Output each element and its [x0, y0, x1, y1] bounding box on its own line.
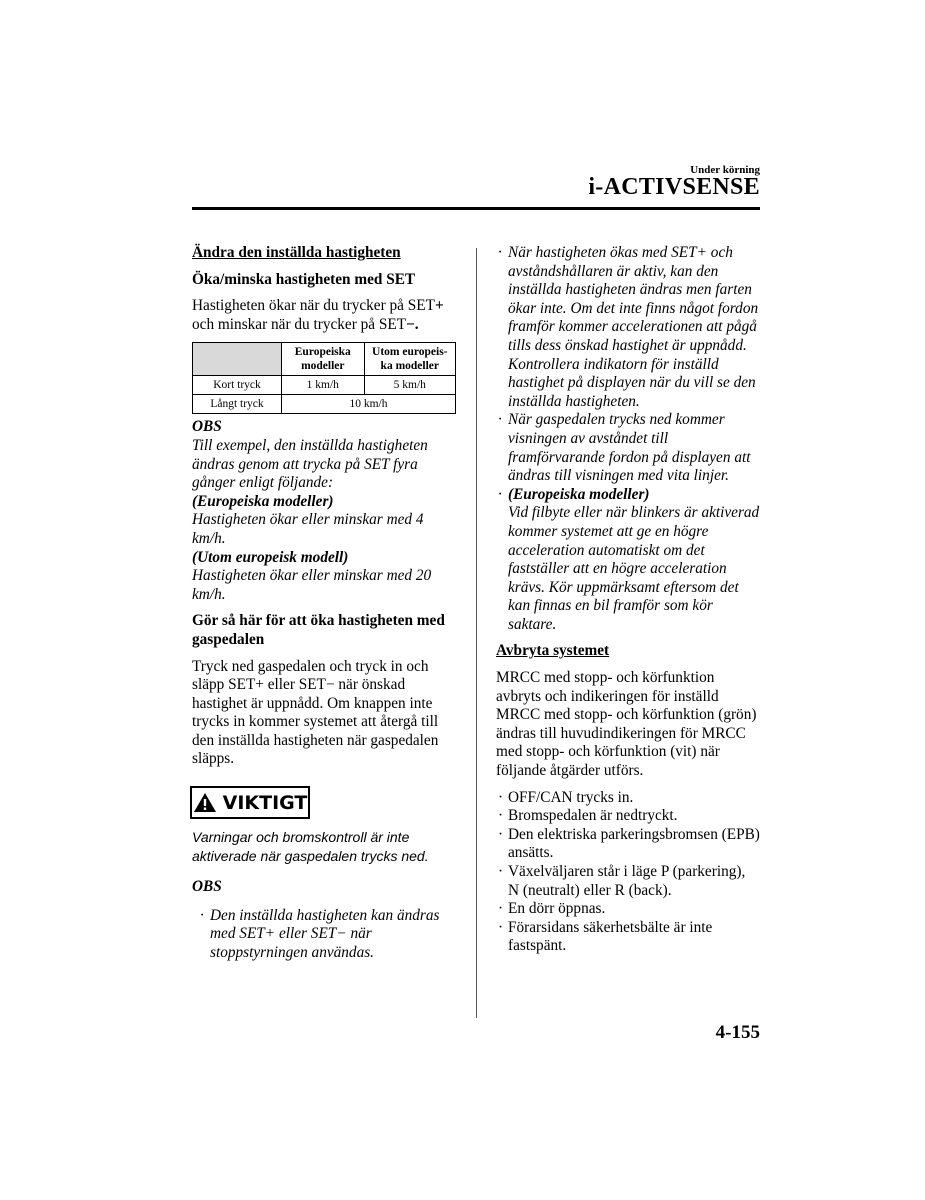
table-header-non-eu: Utom europeis-ka modeller: [364, 343, 455, 376]
plus-symbol: +: [434, 297, 444, 315]
heading-set: Öka/minska hastigheten med SET: [192, 270, 416, 288]
heading-pedal: Gör så här för att öka hastigheten med gaspedalen: [192, 612, 445, 648]
table-row-label: Långt tryck: [193, 395, 282, 414]
list-item: [496, 807, 760, 826]
list-text: En dörr öppnas.: [508, 900, 606, 918]
table-header-eu: Europeiska modeller: [282, 343, 365, 376]
bullet-dot: ·: [498, 863, 504, 880]
table-cell: 10 km/h: [282, 395, 456, 414]
bullet-dot: ·: [498, 807, 504, 825]
header-rule: [192, 207, 760, 210]
warning-box: [190, 786, 310, 819]
minus-symbol: −.: [406, 315, 419, 333]
obs-bullet-text: Den inställda hastigheten kan ändras med SET+ eller SET− när stoppstyrningen användas.: [210, 906, 440, 961]
bullet-dot: ·: [498, 900, 504, 918]
table-cell: 5 km/h: [364, 376, 455, 395]
page-title: i-ACTIVSENSE: [588, 174, 760, 200]
bullet-dot: ·: [498, 788, 504, 806]
list-item: [496, 919, 760, 956]
column-divider: [476, 248, 477, 1018]
non-eu-label: (Utom europeisk modell): [192, 548, 349, 566]
warning-triangle-icon: [193, 792, 217, 813]
list-text: Förarsidans säkerhetsbälte är inte fastspänt.: [508, 918, 713, 955]
list-text: OFF/CAN trycks in.: [508, 788, 634, 806]
list-text: Växelväljaren står i läge P (parkering), N (neutralt) eller R (back).: [508, 863, 746, 899]
list-item: [496, 411, 760, 485]
left-column: [192, 244, 456, 769]
bullet-dot: ·: [200, 906, 204, 924]
page-number: 4-155: [715, 1022, 760, 1043]
obs-heading-2: OBS: [192, 878, 222, 895]
section-label: Under körning: [690, 164, 760, 176]
warning-label: VIKTIGT: [222, 791, 308, 814]
heading-cancel: Avbryta systemet: [496, 642, 610, 660]
list-item: [496, 486, 760, 635]
bullet-text: När hastigheten ökas med SET+ och avståndshållaren är aktiv, kan den inställda hastigheten ändras men farten ökar inte. Om det inte finns något fordon framför kommer accelerationen att pågå tills dess önskad hastighet är uppnådd. Kontrollera indikatorn för inställd hastighet på displayen när du vill se den inställda hastigheten.: [508, 244, 759, 410]
obs-text: Till exempel, den inställda hastigheten ändras genom att trycka på SET fyra gånger enligt följande:: [192, 436, 428, 492]
bullet-dot: ·: [498, 244, 502, 261]
set-text-2: och minskar när du trycker på SET: [192, 315, 407, 333]
list-item: [496, 900, 760, 919]
bullet-dot: ·: [498, 485, 502, 503]
list-item: [496, 789, 760, 808]
obs-heading: OBS: [192, 418, 222, 436]
eu-text: Hastigheten ökar eller minskar med 4 km/h.: [192, 511, 424, 547]
list-text: Bromspedalen är nedtryckt.: [508, 807, 678, 825]
paragraph-cancel: MRCC med stopp- och körfunktion avbryts och indikeringen för inställd MRCC med stopp- och körfunktion (grön) ändras till huvudindikeringen för MRCC med stopp- och körfunktion (vit) när följande åtgärder utförs.: [496, 669, 757, 780]
table-cell: 1 km/h: [282, 376, 365, 395]
list-item: [496, 863, 760, 900]
non-eu-text: Hastigheten ökar eller minskar med 20 km/h.: [192, 567, 432, 603]
warning-text: Varningar och bromskontroll är inte aktiverade när gaspedalen trycks ned.: [192, 829, 429, 864]
set-text-1: Hastigheten ökar när du trycker på SET: [192, 297, 435, 315]
left-column-lower: [192, 828, 456, 962]
heading-change-speed: Ändra den inställda hastigheten: [192, 244, 401, 261]
table-row-label: Kort tryck: [193, 376, 282, 395]
obs-bullet: [198, 907, 456, 963]
bullet-text: När gaspedalen trycks ned kommer visningen av avståndet till framförvarande fordon på displayen att ändras till visningen med vita linjer.: [508, 411, 751, 485]
cancel-list: [496, 789, 760, 956]
right-column: [496, 244, 760, 956]
paragraph-pedal: Tryck ned gaspedalen och tryck in och släpp SET+ eller SET− när önskad hastighet är uppnådd. Om knappen inte trycks in kommer systemet att återgå till den inställda hastigheten när gaspedalen släpps.: [192, 657, 439, 768]
bullet-label: (Europeiska modeller): [508, 485, 650, 503]
eu-label: (Europeiska modeller): [192, 492, 334, 510]
bullet-dot: ·: [498, 918, 504, 936]
table-corner: [193, 343, 282, 376]
list-text: Den elektriska parkeringsbromsen (EPB) ansätts.: [508, 825, 760, 862]
bullet-dot: ·: [498, 825, 504, 843]
bullet-text: Vid filbyte eller när blinkers är aktiverad kommer systemet att ge en högre acceleration automatiskt om det fastställer att en högre acceleration krävs. Kör uppmärksamt eftersom det kan finnas en bil framför som kör saktare.: [508, 504, 760, 633]
list-item: [496, 826, 760, 863]
bullet-dot: ·: [498, 411, 502, 429]
list-item: [496, 244, 760, 411]
speed-table: [192, 342, 456, 414]
paragraph-set: [192, 297, 456, 334]
